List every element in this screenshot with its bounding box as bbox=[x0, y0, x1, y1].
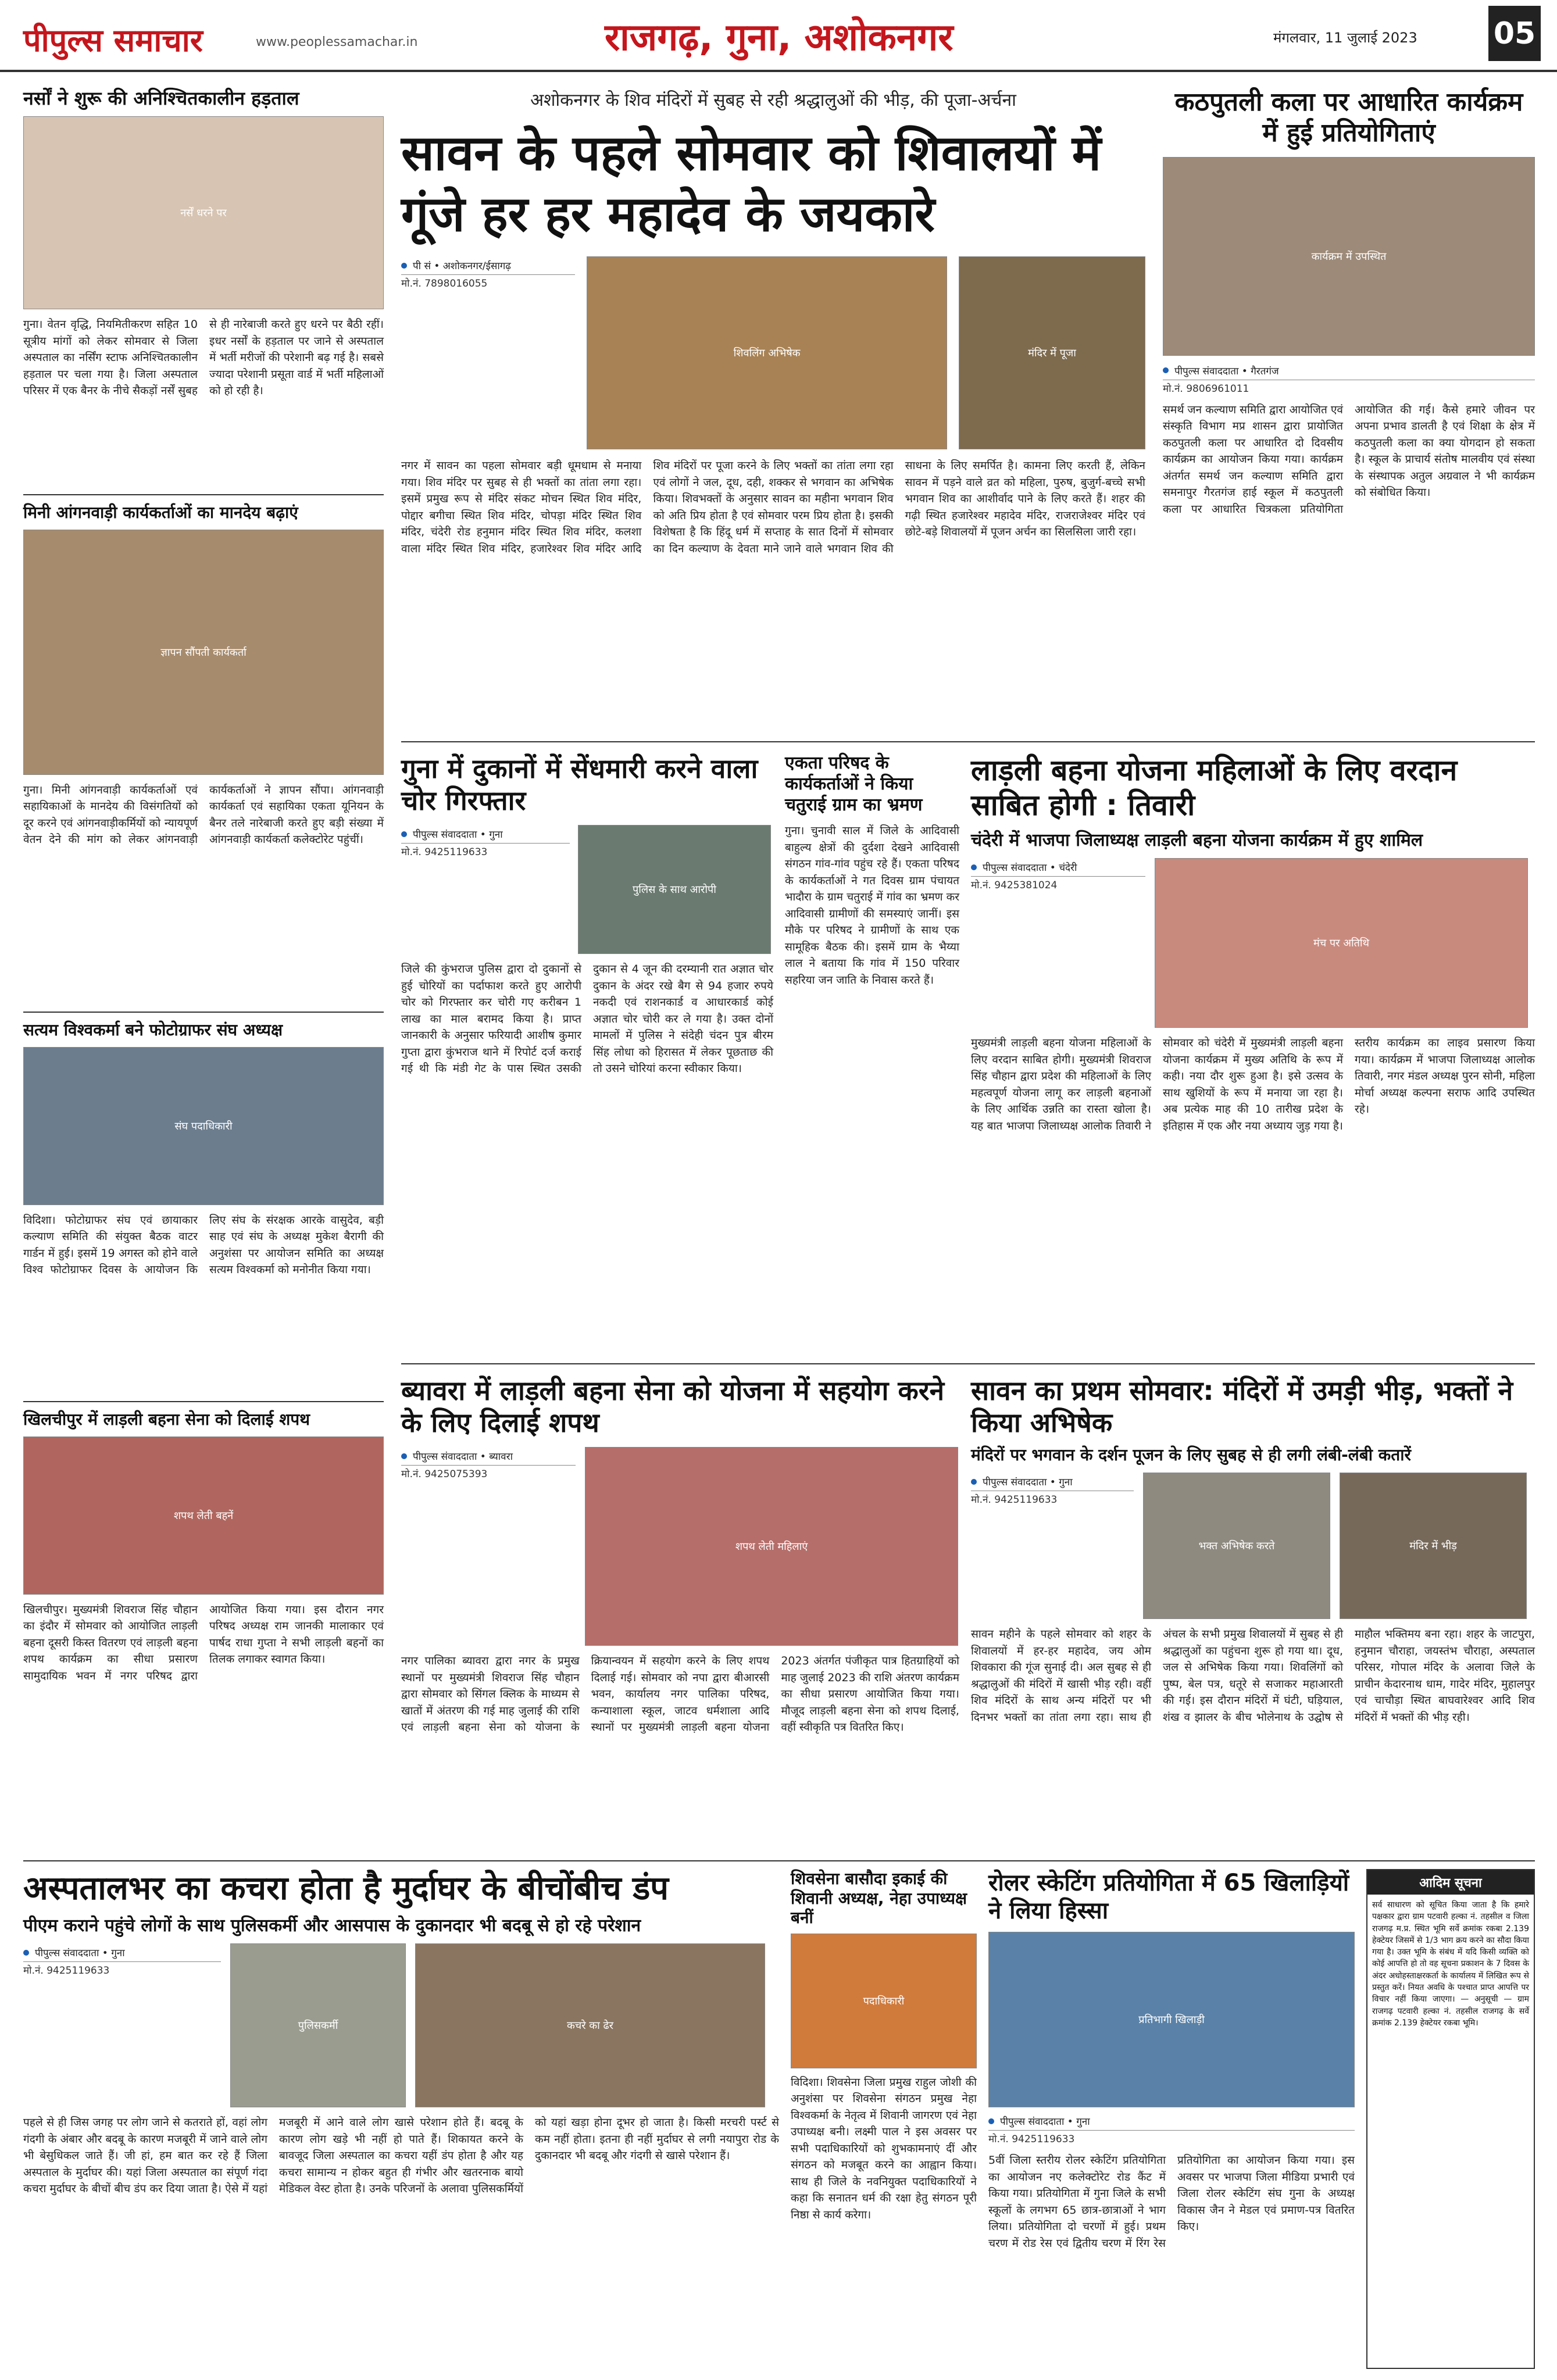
byline-text: पीपुल्स संवाददाता • गुना bbox=[983, 1477, 1073, 1489]
article-body: खिलचीपुर। मुख्यमंत्री शिवराज सिंह चौहान का इंदौर में सोमवार को आयोजित लाड़ली बहना दूसरी किस्त वितरण एवं लाड़ली बहना शपथ कार्यक्रम का सीधा प्रसारण सामुदायिक भवन में नगर परिषद द्वारा आयोजित किया गया। इस दौरान नगर परिषद अध्यक्ष राम जानकी मालाकार एवं पार्षद राधा गुप्ता ने सभी लाड़ली बहनों का तिलक लगाकर स्वागत किया। bbox=[23, 1603, 384, 1682]
mobile-number: मो.नं. 9806961011 bbox=[1163, 383, 1249, 395]
story-shravan-lead bbox=[401, 87, 1145, 727]
byline bbox=[401, 825, 570, 844]
article-body: गुना। मिनी आंगनवाड़ी कार्यकर्ताओं एवं सहायिकाओं के मानदेय की विसंगतियों को दूर करने एवं आंगनवाड़ीकर्मियों को न्यायपूर्ण वेतन देने की मांग को लेकर आंगनवाड़ी कार्यकर्ताओं ने ज्ञापन सौंपा। आंगनवाड़ी कार्यकर्ता एवं सहायिका एकता यूनियन के बैनर तले नारेबाजी करते हुए बड़ी संख्या में आंगनवाड़ी कार्यकर्ता कलेक्टोरेट पहुंचीं। bbox=[23, 783, 384, 846]
photo: मंदिर में भीड़ bbox=[1340, 1473, 1527, 1619]
headline: सावन के पहले सोमवार को शिवालयों में गूंजे हर हर महादेव के जयकारे bbox=[401, 124, 1101, 242]
bullet-icon bbox=[971, 864, 977, 870]
story-khilchipur bbox=[23, 1410, 384, 1846]
region-title: राजगढ़, गुना, अशोकनगर bbox=[605, 16, 954, 59]
headline: शिवसेना बासौदा इकाई की शिवानी अध्यक्ष, नेहा उपाध्यक्ष बनीं bbox=[791, 1869, 967, 1928]
headline: रोलर स्केटिंग प्रतियोगिता में 65 खिलाड़ियों ने लिया हिस्सा bbox=[988, 1870, 1349, 1924]
byline-text: पीपुल्स संवाददाता • ब्यावरा bbox=[413, 1451, 513, 1463]
bullet-icon bbox=[988, 2118, 994, 2124]
divider bbox=[23, 1401, 384, 1402]
photo: मंच पर अतिथि bbox=[1155, 858, 1528, 1028]
headline: लाड़ली बहना योजना महिलाओं के लिए वरदान साबित होगी : तिवारी bbox=[971, 753, 1458, 822]
bullet-icon bbox=[401, 1453, 407, 1459]
byline bbox=[988, 2112, 1355, 2131]
article-body: नगर में सावन का पहला सोमवार बड़ी धूमधाम से मनाया गया। शिव मंदिर पर सुबह से ही भक्तों का तांता लगा रहा। इसमें प्रमुख रूप से मंदिर संकट मोचन स्थित शिव मंदिर, पोद्दार बगीचा स्थित शिव मंदिर, चोपड़ा मंदिर स्थित शिव मंदिर, चंदेरी रोड हनुमान मंदिर स्थित शिव मंदिर, कलशा वाला मंदिर स्थित शिव मंदिर, हजारेश्वर शिव मंदिर आदि शिव मंदिरों पर पूजा करने के लिए भक्तों का तांता लगा रहा एवं लोगों ने जल, दूध, दही, शक्कर से भगवान का अभिषेक किया। शिवभक्तों के अनुसार सावन का महीना भगवान शिव को अति प्रिय होता है एवं सोमवार परम प्रिय होता है। इसकी विशेषता है कि हिंदू धर्म में सप्ताह के सात दिनों में सोमवार का दिन कल्याण के देवता माने जाने वाले भगवान शिव की साधना के लिए समर्पित है। कामना लिए करती हैं, लेकिन सावन में पड़ने वाले व्रत को महिला, पुरुष, बुजुर्ग-बच्चे सभी भगवान शिव का आशीर्वाद पाने के लिए करते हैं। शहर की गढ़ी स्थित हजारेश्वर महादेव मंदिर, राजराजेश्वर मंदिर एवं छोटे-बड़े शिवालयों में पूजन अर्चन का सिलसिला जारी रहा। bbox=[401, 459, 1145, 555]
story-puppetry bbox=[1163, 87, 1535, 727]
divider bbox=[23, 1012, 384, 1013]
page-number: 05 bbox=[1488, 6, 1541, 61]
article-body: गुना। चुनावी साल में जिले के आदिवासी बाहुल्य क्षेत्रों की दुर्दशा देखने आदिवासी संगठन गांव-गांव पहुंच रहे हैं। एकता परिषद के कार्यकर्ताओं ने गत दिवस ग्राम पंचायत भादौरा के ग्राम चतुराई में गांव का भ्रमण कर आदिवासी ग्रामीणों की समस्याएं जानीं। इस मौके पर परिषद ने ग्रामीणों के साथ एक सामूहिक बैठक की। इसमें ग्राम के भैय्या लाल ने बताया कि गांव में 150 परिवार सहरिया जन जाति के निवास करते हैं। bbox=[785, 824, 959, 987]
photo: नर्सें धरने पर bbox=[23, 116, 384, 309]
photo: पदाधिकारी bbox=[791, 1934, 977, 2068]
headline: सावन का प्रथम सोमवार: मंदिरों में उमड़ी भीड़, भक्तों ने किया अभिषेक bbox=[971, 1375, 1513, 1439]
story-thief bbox=[401, 753, 773, 1357]
headline: कठपुतली कला पर आधारित कार्यक्रम में हुई प्रतियोगिताएं bbox=[1174, 87, 1523, 148]
byline-text: पीपुल्स संवाददाता • गैरतगंज bbox=[1174, 365, 1279, 377]
article-body: समर्थ जन कल्याण समिति द्वारा आयोजित एवं संस्कृति विभाग मप्र शासन द्वारा प्रायोजित कठपुतली कला पर आधारित दो दिवसीय कार्यक्रम का आयोजन किया गया। कार्यक्रम अंतर्गत समर्थ जन कल्याण समिति द्वारा समनापुर गैरतगंज हाई स्कूल में कठपुतली कला पर आधारित चित्रकला प्रतियोगिता आयोजित की गई। कैसे हमारे जीवन पर अपना प्रभाव डालती है एवं शिक्षा के क्षेत्र में कठपुतली कला का क्या योगदान हो सकता है। स्कूल के प्राचार्य संतोष मालवीय एवं संस्था के संस्थापक अतुल अग्रवाल ने भी कार्यक्रम को संबोधित किया। bbox=[1163, 403, 1535, 516]
mobile-number: मो.नं. 7898016055 bbox=[401, 278, 488, 290]
bullet-icon bbox=[23, 1950, 29, 1956]
story-ladli-chanderi bbox=[971, 753, 1535, 1357]
notice-title: आदिम सूचना bbox=[1367, 1870, 1534, 1895]
photo: मंदिर में पूजा bbox=[959, 256, 1145, 449]
byline-text: पीपुल्स संवाददाता • चंदेरी bbox=[983, 862, 1077, 874]
bullet-icon bbox=[401, 263, 407, 269]
article-body: गुना। वेतन वृद्धि, नियमितीकरण सहित 10 सूत्रीय मांगों को लेकर सोमवार से जिला अस्पताल का नर्सिंग स्टाफ अनिश्चितकालीन हड़ताल पर चला गया है। जिला अस्पताल परिसर में एक बैनर के नीचे सैकड़ों नर्सें सुबह से ही नारेबाजी करते हुए धरने पर बैठी रहीं। इधर नर्सों के हड़ताल पर जाने से अस्पताल में भर्ती मरीजों की परेशानी बढ़ गई है। सबसे ज्यादा परेशानी प्रसूता वार्ड में भर्ती महिलाओं को हो रही है। bbox=[23, 318, 384, 398]
article-body: पहले से ही जिस जगह पर लोग जाने से कतराते हों, वहां लोग गंदगी के अंबार और बदबू के कारण मजबूरी में जाने वाले लोग भी बेसुधिकल जाते हैं। जी हां, हम बात कर रहे हैं जिला अस्पताल के मुर्दाघर की। यहां जिला अस्पताल का संपूर्ण गंदा कचरा मुर्दाघर के बीचों बीच डंप कर दिया जाता है। ऐसे में यहां मजबूरी में आने वाले लोग खासे परेशान होते हैं। बदबू के कारण लोग खड़े भी नहीं हो पाते हैं। शिकायत करने के बावजूद जिला अस्पताल का कचरा यहीं डंप होता है और यह कचरा सामान्य न होकर बहुत ही गंभीर और खतरनाक बायो मेडिकल वेस्ट होता है। उनके परिजनों के अलावा पुलिसकर्मियों को यहां खड़ा होना दूभर हो जाता है। किसी मरचरी पर्स्ट से कम नहीं होता। इतना ही नहीं मुर्दाघर से लगी नयापुरा रोड के दुकानदार भी बदबू और गंदगी से खासे परेशान हैं। bbox=[23, 2116, 779, 2196]
website: www.peoplessamachar.in bbox=[256, 35, 418, 49]
article-body: जिले की कुंभराज पुलिस द्वारा दो दुकानों से हुई चोरियों का पर्दाफाश करते हुए आरोपी चोर को गिरफ्तार कर चोरी गए करीबन 1 लाख का माल बरामद किया है। प्राप्त जानकारी के अनुसार फरियादी आशीष कुमार गुप्ता द्वारा कुंभराज थाने में रिपोर्ट दर्ज कराई गई थी कि मंडी गेट के पास स्थित उसकी दुकान से 4 जून की दरम्यानी रात अज्ञात चोर दुकान के अंदर रखे बैग से 94 हजार रुपये नकदी एवं राशनकार्ड व आधारकार्ड कोई अज्ञात चोर चोरी कर ले गया है। उक्त दोनों मामलों में पुलिस ने संदेही चंदन पुत्र बीरम सिंह लोधा को हिरासत में लेकर पूछताछ की तो उसने चोरियां करना स्वीकार किया। bbox=[401, 963, 773, 1075]
headline: गुना में दुकानों में सेंधमारी करने वाला चोर गिरफ्तार bbox=[401, 753, 758, 817]
byline-text: पी सं • अशोकनगर/ईसागढ़ bbox=[413, 260, 511, 272]
byline bbox=[401, 1447, 576, 1466]
mobile-number: मो.नं. 9425119633 bbox=[988, 2134, 1075, 2145]
bullet-icon bbox=[401, 831, 407, 837]
photo: पुलिसकर्मी bbox=[230, 1943, 406, 2107]
photo: पुलिस के साथ आरोपी bbox=[578, 825, 771, 954]
photo: भक्त अभिषेक करते bbox=[1143, 1473, 1330, 1619]
story-beawara bbox=[401, 1375, 959, 1857]
photo: कार्यक्रम में उपस्थित bbox=[1163, 157, 1535, 356]
headline: नर्सों ने शुरू की अनिश्चितकालीन हड़ताल bbox=[23, 87, 299, 109]
notice-body: सर्व साधारण को सूचित किया जाता है कि हमारे पक्षकार द्वारा ग्राम पटवारी हल्का नं. तहसील व जिला राजगढ़ म.प्र. स्थित भूमि सर्वे क्रमांक रकबा 2.139 हेक्टेयर जिसमें से 1/3 भाग क्रय करने का सौदा किया गया है। उक्त भूमि के संबंध में यदि किसी व्यक्ति को कोई आपत्ति हो तो वह सूचना प्रकाशन के 7 दिवस के अंदर अधोहस्ताक्षरकर्ता के कार्यालय में लिखित रूप से प्रस्तुत करें। नियत अवधि के पश्चात प्राप्त आपत्ति पर विचार नहीं किया जाएगा। — अनुसूची — ग्राम राजगढ़ पटवारी हल्का नं. तहसील राजगढ़ के सर्वे क्रमांक 2.139 हेक्टेयर रकबा भूमि। bbox=[1372, 1900, 1529, 2028]
divider bbox=[401, 741, 1535, 742]
mobile-number: मो.नं. 9425119633 bbox=[401, 846, 488, 859]
article-body: सावन महीने के पहले सोमवार को शहर के शिवालयों में हर-हर महादेव, जय ओम शिवकारा की गूंज सुनाई दी। अल सुबह से ही श्रद्धालुओं की मंदिरों में खासी भीड़ रही। वहीं शिव मंदिरों के साथ अन्य मंदिरों पर भी दिनभर भक्तों का तांता लगा रहा। साथ ही अंचल के सभी प्रमुख शिवालयों में सुबह से ही श्रद्धालुओं का पहुंचना शुरू हो गया था। दूध, जल से अभिषेक किया गया। शिवलिंगों को पुष्प, बेल पत्र, धतूरे से सजाकर महाआरती की गई। इस दौरान मंदिरों में घंटी, घड़ियाल, शंख व झालर के बीच भोलेनाथ के उद्घोष से माहौल भक्तिमय बना रहा। शहर के जाटपुरा, हनुमान चौराहा, जयस्तंभ चौराहा, अस्पताल परिसर, गोपाल मंदिर के अलावा जिले के प्राचीन केदारनाथ धाम, गादेर मंदिर, मुहालपुर एवं चाचौड़ा स्थित बाघवारेश्वर आदि शिव मंदिरों में भक्तों की भीड़ रही। bbox=[971, 1628, 1535, 1724]
subheadline: पीएम कराने पहुंचे लोगों के साथ पुलिसकर्मी और आसपास के दुकानदार भी बदबू से हो रहे परेशान bbox=[23, 1916, 641, 1936]
story-photographer bbox=[23, 1020, 384, 1392]
photo: शिवलिंग अभिषेक bbox=[587, 256, 947, 449]
subheadline: मंदिरों पर भगवान के दर्शन पूजन के लिए सुबह से ही लगी लंबी-लंबी कतारें bbox=[971, 1445, 1411, 1465]
headline: मिनी आंगनवाड़ी कार्यकर्ताओं का मानदेय बढ़ाएं bbox=[23, 503, 298, 522]
logo: पीपुल्स समाचार bbox=[23, 22, 203, 59]
byline bbox=[1163, 362, 1535, 380]
public-notice bbox=[1366, 1869, 1535, 2369]
photo: संघ पदाधिकारी bbox=[23, 1047, 384, 1205]
mobile-number: मो.नं. 9425119633 bbox=[23, 1965, 110, 1977]
story-ekta bbox=[785, 753, 959, 1357]
story-nurses bbox=[23, 87, 384, 483]
story-garbage bbox=[23, 1869, 779, 2369]
divider bbox=[23, 494, 384, 495]
headline: सत्यम विश्वकर्मा बने फोटोग्राफर संघ अध्यक्ष bbox=[23, 1020, 283, 1039]
article-body: विदिशा। फोटोग्राफर संघ एवं छायाकार कल्याण समिति की संयुक्त बैठक वाटर गार्डन में हुई। इसमें 19 अगस्त को होने वाले विश्व फोटोग्राफर दिवस के आयोजन कि लिए संघ के संरक्षक आरके वासुदेव, बड़ी साह एवं संघ के अध्यक्ष मुकेश बैरागी की अनुशंसा पर आयोजन समिति का अध्यक्ष सत्यम विश्वकर्मा को मनोनीत किया गया। bbox=[23, 1213, 384, 1277]
divider bbox=[23, 1860, 1535, 1861]
byline-text: पीपुल्स संवाददाता • गुना bbox=[35, 1947, 125, 1960]
photo: प्रतिभागी खिलाड़ी bbox=[988, 1932, 1355, 2107]
photo: ज्ञापन सौंपती कार्यकर्ता bbox=[23, 530, 384, 775]
story-anganwadi bbox=[23, 503, 384, 997]
issue-date: मंगलवार, 11 जुलाई 2023 bbox=[1273, 30, 1417, 46]
headline: खिलचीपुर में लाड़ली बहना सेना को दिलाई शपथ bbox=[23, 1410, 310, 1429]
headline: ब्यावरा में लाड़ली बहना सेना को योजना में सहयोग करने के लिए दिलाई शपथ bbox=[401, 1375, 945, 1439]
article-body: मुख्यमंत्री लाड़ली बहना योजना महिलाओं के लिए वरदान साबित होगी। मुख्यमंत्री शिवराज सिंह चौहान द्वारा प्रदेश की महिलाओं के लिए महत्वपूर्ण योजना लागू कर लाड़ली बहनाओं के लिए आर्थिक उन्नति का रास्ता खोला है। यह बात भाजपा जिलाध्यक्ष आलोक तिवारी ने सोमवार को चंदेरी में मुख्यमंत्री लाड़ली बहना योजना कार्यक्रम में मुख्य अतिथि के रूप में कही। नया दौर शुरू हुआ है। इसे उत्सव के साथ खुशियों के रूप में मनाया जा रहा है। अब प्रत्येक माह की 10 तारीख प्रदेश के इतिहास में एक और नया अध्याय जुड़ गया है। स्तरीय कार्यक्रम का लाइव प्रसारण किया गया। कार्यक्रम में भाजपा जिलाध्यक्ष आलोक तिवारी, नगर मंडल अध्यक्ष पुरन सोनी, महिला मोर्चा अध्यक्ष कल्पना सराफ आदि उपस्थित रहे। bbox=[971, 1037, 1535, 1132]
headline: अस्पतालभर का कचरा होता है मुर्दाघर के बीचोंबीच डंप bbox=[23, 1870, 669, 1907]
article-body: विदिशा। शिवसेना जिला प्रमुख राहुल जोशी की अनुशंसा पर शिवसेना संगठन प्रमुख नेहा विश्वकर्मा के नेतृत्व में शिवानी जागरण एवं नेहा उपाध्यक्ष बनी। लक्ष्मी पाल ने इस अवसर पर सभी पदाधिकारियों को शुभकामनाएं दीं और संगठन को मजबूत करने का आह्वान किया। साथ ही जिले के नवनियुक्त पदाधिकारियों ने कहा कि सनातन धर्म की रक्षा हेतु संगठन पूरी निष्ठा से कार्य करेगा। bbox=[791, 2075, 977, 2221]
article-body: नगर पालिका ब्यावरा द्वारा नगर के प्रमुख स्थानों पर मुख्यमंत्री शिवराज सिंह चौहान द्वारा सोमवार को सिंगल क्लिक के माध्यम से खातों में अंतरण की गई माह जुलाई की राशि एवं लाड़ली बहना सेना को योजना के क्रियान्वयन में सहयोग करने के लिए शपथ दिलाई गई। सोमवार को नपा द्वारा बीआरसी भवन, कार्यालय नगर पालिका परिषद, कन्याशाला स्कूल, जाटव धर्मशाला आदि स्थानों पर मुख्यमंत्री लाड़ली बहना योजना 2023 अंतर्गत पंजीकृत पात्र हितग्राहियों को माह जुलाई 2023 की राशि अंतरण कार्यक्रम का सीधा प्रसारण आयोजित किया गया। मौजूद लाड़ली बहना सेना को शपथ दिलाई, वहीं स्वीकृति पत्र वितरित किए। bbox=[401, 1654, 959, 1734]
bullet-icon bbox=[1163, 367, 1169, 373]
mobile-number: मो.नं. 9425381024 bbox=[971, 880, 1058, 891]
story-shivsena bbox=[791, 1869, 977, 2369]
story-skating bbox=[988, 1869, 1355, 2369]
kicker: अशोकनगर के शिव मंदिरों में सुबह से रही श्रद्धालुओं की भीड़, की पूजा-अर्चना bbox=[530, 90, 1016, 110]
mobile-number: मो.नं. 9425075393 bbox=[401, 1468, 488, 1481]
byline bbox=[971, 858, 1145, 877]
mobile-number: मो.नं. 9425119633 bbox=[971, 1494, 1058, 1506]
byline bbox=[401, 256, 575, 275]
photo: शपथ लेती बहनें bbox=[23, 1436, 384, 1595]
byline bbox=[971, 1473, 1134, 1491]
subheadline: चंदेरी में भाजपा जिलाध्यक्ष लाड़ली बहना योजना कार्यक्रम में हुए शामिल bbox=[971, 830, 1423, 850]
byline-text: पीपुल्स संवाददाता • गुना bbox=[413, 829, 503, 841]
article-body: 5वीं जिला स्तरीय रोलर स्केटिंग प्रतियोगिता का आयोजन नए कलेक्टोरेट रोड कैंट में किया गया। प्रतियोगिता में गुना जिले के सभी स्कूलों के लगभग 65 छात्र-छात्राओं ने भाग लिया। प्रतियोगिता दो चरणों में हुई। प्रथम चरण में रोड रेस एवं द्वितीय चरण में रिंग रेस प्रतियोगिता का आयोजन किया गया। इस अवसर पर भाजपा जिला मीडिया प्रभारी एवं जिला रोलर स्केटिंग संघ गुना के अध्यक्ष विकास जैन ने मेडल एवं प्रमाण-पत्र वितरित किए। bbox=[988, 2154, 1355, 2250]
masthead bbox=[0, 0, 1557, 72]
story-shravan-guna bbox=[971, 1375, 1535, 1857]
bullet-icon bbox=[971, 1479, 977, 1485]
divider bbox=[401, 1363, 1535, 1364]
headline: एकता परिषद के कार्यकर्ताओं ने किया चतुराई ग्राम का भ्रमण bbox=[785, 753, 923, 815]
byline-text: पीपुल्स संवाददाता • गुना bbox=[1000, 2116, 1090, 2128]
byline bbox=[23, 1943, 221, 1962]
photo: कचरे का ढेर bbox=[415, 1943, 765, 2107]
photo: शपथ लेती महिलाएं bbox=[585, 1447, 958, 1646]
